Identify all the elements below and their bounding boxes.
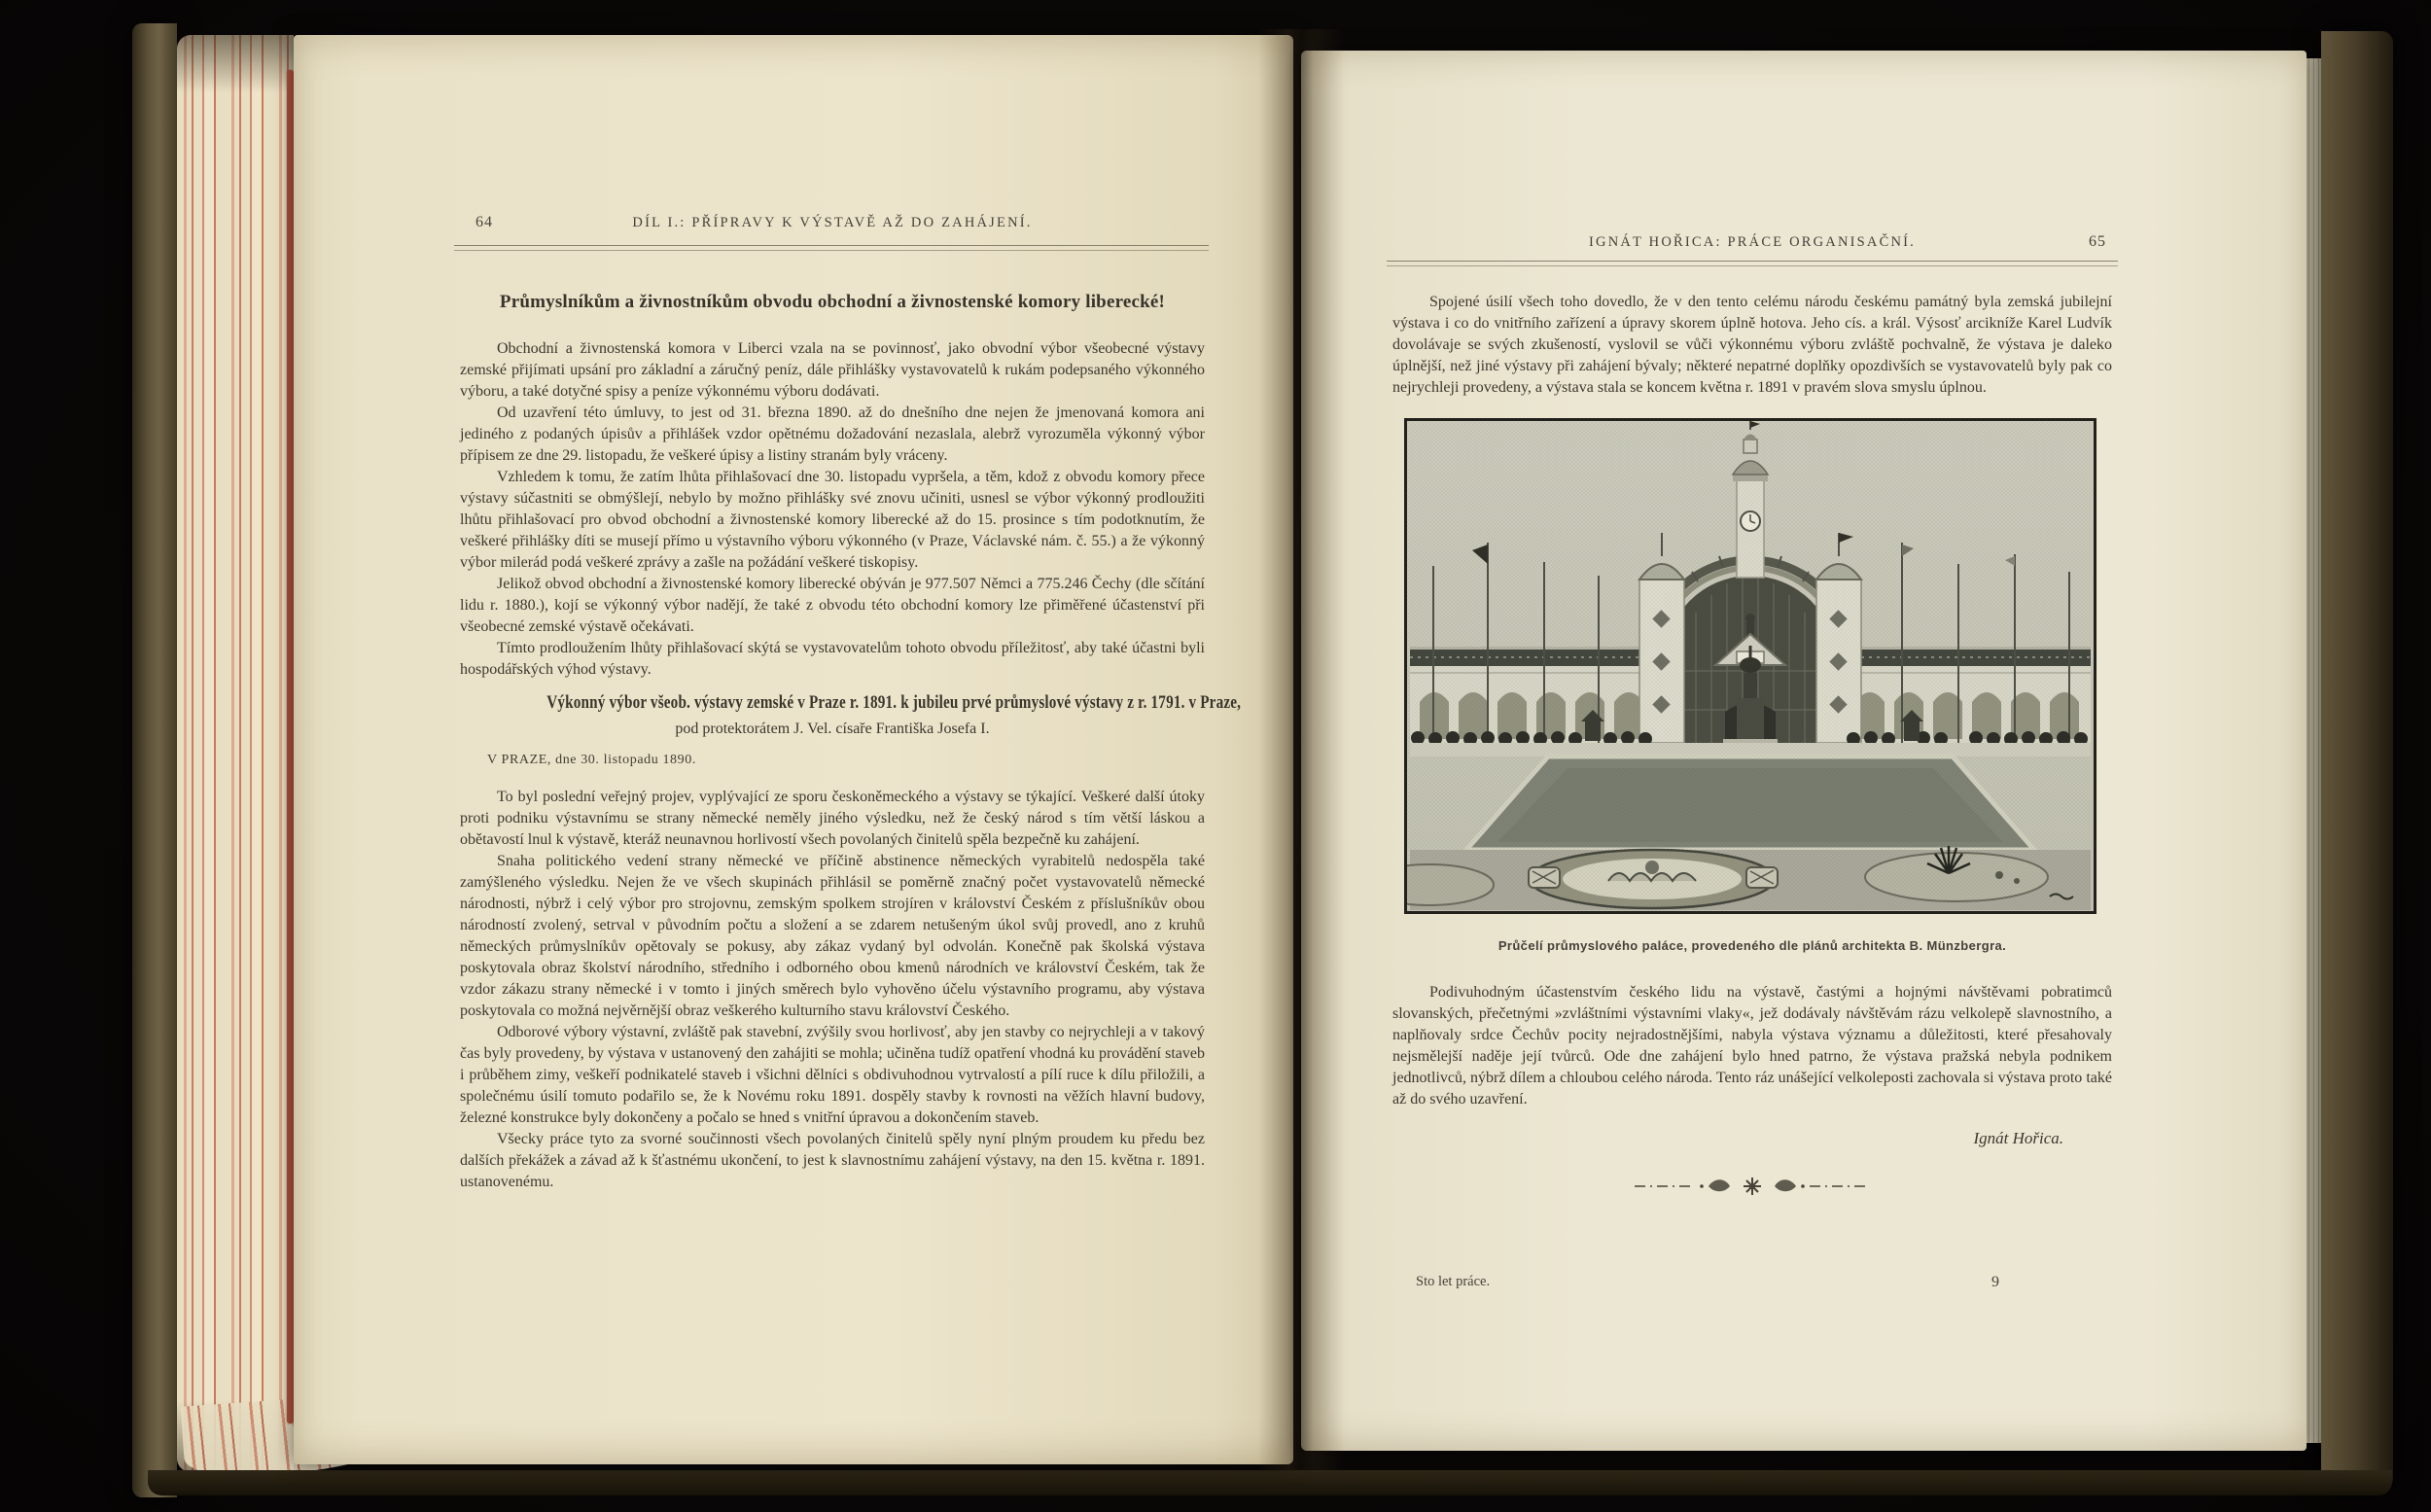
left-header-rule [454,245,1209,251]
industrial-palace-photo-plate [1404,418,2096,914]
right-page-header [1392,233,2112,257]
book-cover-right-edge [2321,31,2393,1490]
right-page-footer [1416,1274,1999,1291]
paragraph: Vzhledem k tomu, že zatím lhůta přihlašovací dne 30. listopadu vypršela, a těm, kdož z obvodu komory přece výstavy súčastniti se obmýšlejí, nebylo by možno přihlášky své znovu učiniti, usnesl se výbor výkonný prodloužiti lhůtu přihlašovací pro obvod obchodní a živnostenské komory liberecké až do 15. prosince s tím podotknutím, že veškeré přihlášky díti se musejí přímo u výstavního výboru výkonného (v Praze, Václavské nám. č. 55.) a že výkonný výbor milerád podá veškeré zprávy a zašle na požádání veškeré tiskopisy. [460,469,1205,571]
right-page [1301,51,2307,1451]
paragraph: Tímto prodloužením lhůty přihlašovací skýtá se vystavovatelům tohoto obvodu příležitosť, aby také účastni byli hospodářských výhod výstavy. [460,640,1205,678]
proclamation-protectorate-line: pod protektorátem J. Vel. císaře Františka Josefa I. [675,721,990,737]
paragraph: Jelikož obvod obchodní a živnostenské komory liberecké obýván je 977.507 Němci a 775.246 Čechy (dle sčítání lidu r. 1880.), kojí se výkonný výbor nadějí, že také z obvodu této obchodní komory lze přiměřené účastenství při všeobecné zemské výstavě očekávati. [460,576,1205,635]
ornament-row [1392,1175,2112,1205]
left-page [294,35,1293,1464]
photo-caption: Průčelí průmyslového paláce, provedeného dle plánů architekta B. Münzbergra. [1497,938,2007,953]
page-stack-fore-edge [177,35,294,1472]
right-running-head: IGNÁT HOŘICA: PRÁCE ORGANISAČNÍ. [1589,234,1916,250]
proclamation-block [460,692,1242,740]
paragraph: To byl poslední veřejný projev, vyplývající ze sporu českoněmeckého a výstavy se týkající. Veškeré další útoky proti podniku výstavnímu se strany německé neměly jiného výsledku, než že český národ s tím větší láskou a obětavostí lnul k výstavě, kteráž neunavnou horlivostí všech povolaných činitelů spěla bezpečně ku zahájení. [460,789,1205,848]
paragraph: Spojené úsilí všech toho dovedlo, že v den tento celému národu českému památný byla zemská jubilejní výstava i co do vnitřního zařízení a úpravy skorem úplně hotova. Jeho cís. a král. Výsosť arcikníže Karel Ludvík dovolávaje se svých zkušeností, vyslovil se vůči výkonnému výboru zvláště pochvalně, že výstava je daleko úplnější, než jiné výstavy při zahájení bývaly; některé nepatrné doplňky opozdivších se vystavovatelů byly pak co nejrychleji provedeny, a výstava stala se koncem května r. 1891 v pravém slova smyslu úplnou. [1392,294,2112,396]
book-title-footer: Sto let práce. [1416,1274,1491,1289]
signature-mark: 9 [1991,1274,1999,1290]
paragraph: Podivuhodným účastenstvím českého lidu na výstavě, častými a hojnými návštěvami pobratimců slovanských, přečetnými »zvláštními výstavními vlaky«, jež dodávaly návštěvám rázu velkolepě slavnostního, a naplňovaly srdce Čechův pocity nejradostnějšími, nabyla výstava významu a důležitosti, které přesahovaly nejsmělejší naděje její tvůrců. Ode dne zahájení bylo hned patrno, že výstava pražská nebyla podnikem jednotlivců, nýbrž dílem a chloubou celého národa. Tento ráz unášející velkoleposti zachovala si výstava proto také až do svého uzavření. [1392,984,2112,1108]
author-signature: Ignát Hořica. [1973,1129,2063,1147]
right-text-column [1392,292,2112,1205]
paragraph: Odborové výbory výstavní, zvláště pak stavební, zvýšily svou horlivosť, aby jen stavby co nejrychleji a v takový čas byly provedeny, by výstava v ustanovený den zahájiti se mohla; učiněna tudíž opatření vhodná ku provádění staveb i průběhem zimy, veškeří podnikatelé staveb i všichni dělníci s obdivuhodnou vytrvalostí a pílí ruce k dílu přiložili, a společnému úsilí tomuto podařilo se, že k Novému roku 1891. dospěly stavby k rovnosti na věžích hlavní budovy, železné konstrukce byly dokončeny a počalo se hned s vnitřní úpravou a dokončením staveb. [460,1024,1205,1126]
book-cover-left-edge [132,23,177,1497]
left-text-column [460,290,1242,1193]
page-edges-right [2307,58,2321,1443]
flourish-ornament-icon [1631,1175,1874,1198]
book-cover-bottom-edge [148,1470,2392,1495]
paragraph: Od uzavření této úmluvy, to jest od 31. března 1890. až do dnešního dne nejen že jmenovaná komora ani jediného z podaných úpisův a přihlášek vzdor opětnému dožadování nezaslala, alebrž vyrozuměla výkonný výbor přípisem ze dne 29. listopadu, že veškeré úpisy a listiny stranám byly vráceny. [460,404,1205,464]
red-edged-page-line [287,70,294,1424]
right-page-number: 65 [2089,233,2106,250]
dateline: V PRAZE, dne 30. listopadu 1890. [487,753,696,767]
paragraph: Všecky práce tyto za svorné součinnosti všech povolaných činitelů spěly nyní plným proudem ku předu bez dalších překážek a závad až k šťastnému ukončení, to jest k slavnostnímu zahájení výstavy, na den 15. května r. 1891. ustanovenému. [460,1131,1205,1190]
proclamation-committee-line: Výkonný výbor všeob. výstavy zemské v Praze r. 1891. k jubileu prvé průmyslové výstavy z r. 1791. v Praze, [546,692,1242,713]
left-page-number: 64 [476,214,493,230]
industrial-palace-photo [1404,418,2096,914]
left-page-header [460,214,1205,237]
left-running-head: DÍL I.: PŘÍPRAVY K VÝSTAVĚ AŽ DO ZAHÁJENÍ. [632,215,1033,230]
halftone-texture [1404,418,2096,914]
paragraph: Snaha politického vedení strany německé ve příčině abstinence německých vyrabitelů nedospěla také zamýšleného výsledku. Nejen že ve všech skupinách přihlásil se poměrně značný počet vystavovatelů německé národnosti, nýbrž i celý výbor pro strojovnu, zemským spolkem strojíren v království Českém z příslušníkův obou národností zvolený, setrval v původním počtu a složení a se zdarem netušeným úkol svůj provedl, ano z kruhů německých průmyslníkův opětovaly se pokusy, aby zákaz vydaný byl odvolán. Konečně pak školská výstava poskytovala obraz školství národního, středního i odborného obou kmenů národních ve království Českém, tak že vzdor zákazu strany německé i v tomto i jiných směrech bylo vyhověno účelu výstavního programu, aby výstava poskytovala co možná nejvěrnější obraz veškerého kulturního stavu království Českého. [460,853,1205,1019]
right-header-rule [1387,261,2118,266]
paragraph: Obchodní a živnostenská komora v Liberci vzala na se povinnosť, jako obvodní výbor všeobecné výstavy zemské přijímati upsání pro základní a záručný peníz, dále přihlášky vystavovatelů k rukám podepsaného výkonného výboru, a také dotyčné spisy a peníze výkonnému výboru dodávati. [460,340,1205,400]
section-heading: Průmyslníkům a živnostníkům obvodu obchodní a živnostenské komory liberecké! [499,292,1166,312]
